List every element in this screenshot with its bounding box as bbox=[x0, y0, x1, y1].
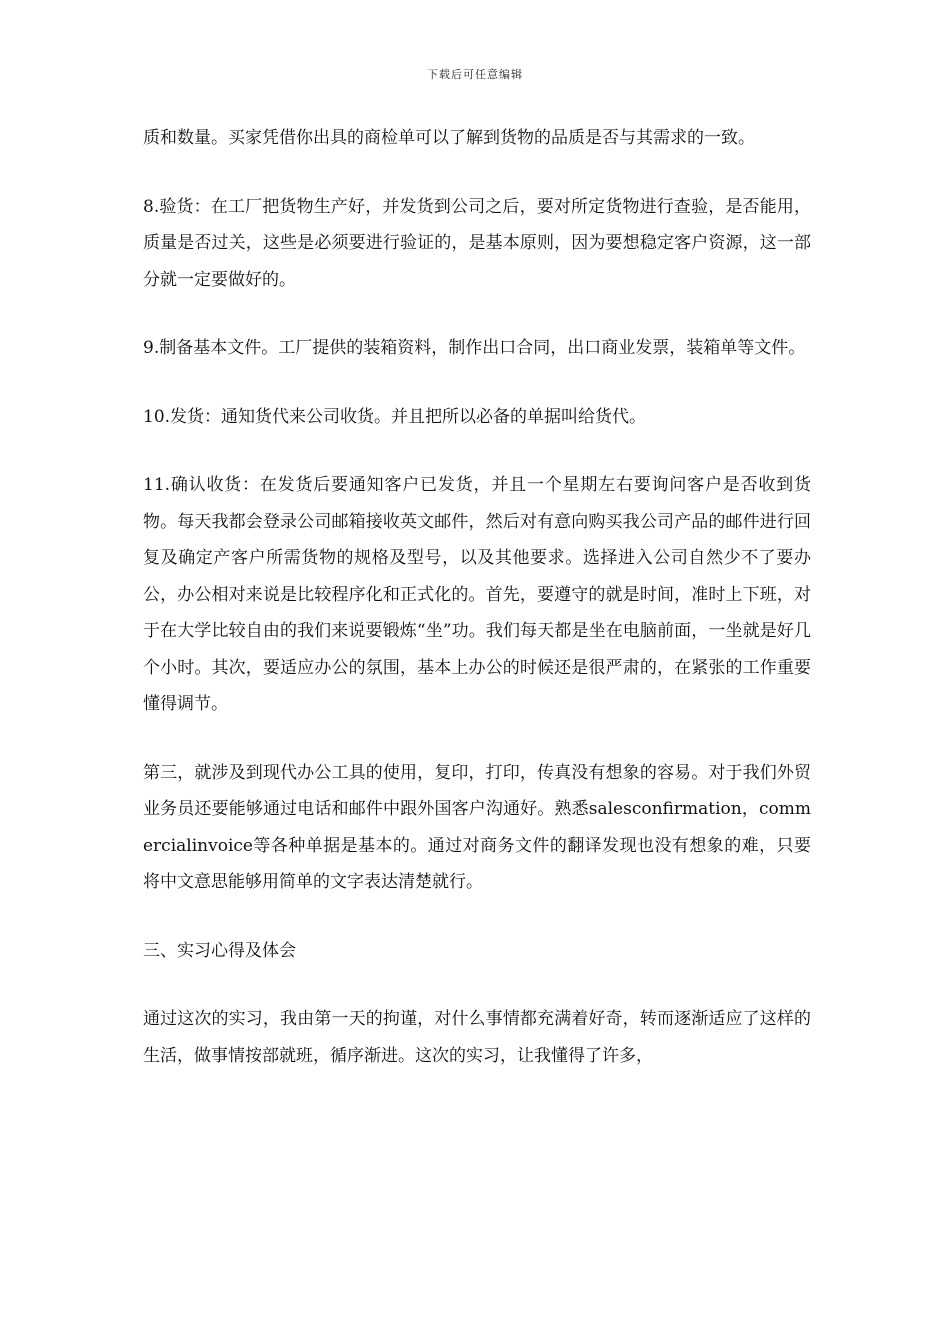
paragraph-reflection: 通过这次的实习，我由第一天的拘谨，对什么事情都充满着好奇，转而逐渐适应了这样的生活，做事情按部就班，循序渐进。这次的实习，让我懂得了许多， bbox=[143, 1009, 811, 1066]
document-body bbox=[143, 120, 811, 1074]
page-header: 下载后可任意编辑 bbox=[427, 68, 523, 81]
section-heading: 三、实习心得及体会 bbox=[143, 940, 296, 961]
paragraph-item-8: 8.验货：在工厂把货物生产好，并发货到公司之后，要对所定货物进行查验，是否能用，质量是否过关，这些是必须要进行验证的，是基本原则，因为要想稳定客户资源，这一部分就一定要做好的。 bbox=[143, 196, 811, 290]
paragraph-item-11: 11.确认收货：在发货后要通知客户已发货，并且一个星期左右要询问客户是否收到货物。每天我都会登录公司邮箱接收英文邮件，然后对有意向购买我公司产品的邮件进行回复及确定产客户所需货物的规格及型号，以及其他要求。选择进入公司自然少不了要办公，办公相对来说是比较程序化和正式化的。首先，要遵守的就是时间，准时上下班，对于在大学比较自由的我们来说要锻炼“坐”功。我们每天都是坐在电脑前面，一坐就是好几个小时。其次，要适应办公的氛围，基本上办公的时候还是很严肃的，在紧张的工作重要懂得调节。 bbox=[143, 475, 811, 714]
paragraph-item-9: 9.制备基本文件。工厂提供的装箱资料，制作出口合同，出口商业发票，装箱单等文件。 bbox=[143, 338, 806, 358]
paragraph-continuation: 质和数量。买家凭借你出具的商检单可以了解到货物的品质是否与其需求的一致。 bbox=[143, 128, 755, 148]
paragraph-third: 第三，就涉及到现代办公工具的使用，复印，打印，传真没有想象的容易。对于我们外贸业务员还要能够通过电话和邮件中跟外国客户沟通好。熟悉salesconfirmation，commercialinvoice等各种单据是基本的。通过对商务文件的翻译发现也没有想象的难，只要将中文意思能够用简单的文字表达清楚就行。 bbox=[143, 762, 811, 892]
paragraph-item-10: 10.发货：通知货代来公司收货。并且把所以必备的单据叫给货代。 bbox=[143, 406, 647, 427]
